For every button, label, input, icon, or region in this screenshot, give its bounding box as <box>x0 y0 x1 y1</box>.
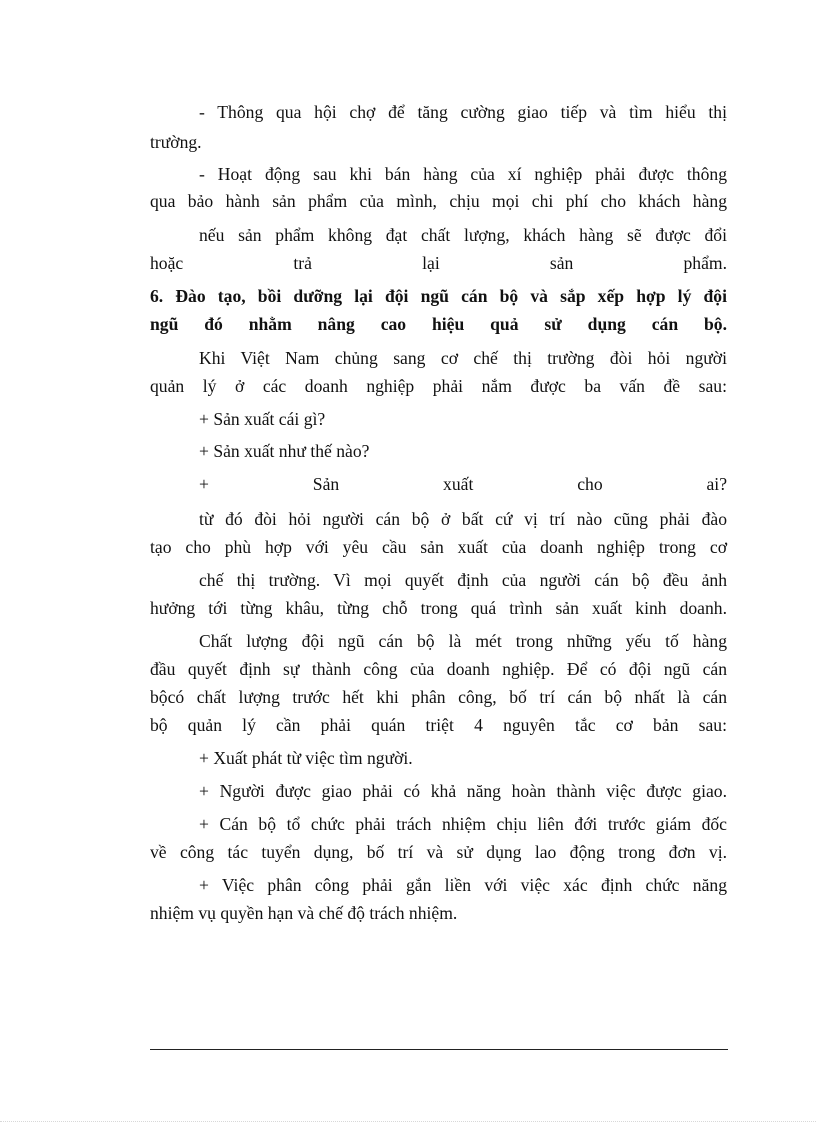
text-line: nếu sản phẩm không đạt chất lượng, khách hàng sẽ được đổi <box>199 225 727 245</box>
text-line: đầu quyết định sự thành công của doanh nghiệp. Để có đội ngũ cán <box>150 659 727 679</box>
text-line: quản lý ở các doanh nghiệp phải nắm được ba vấn đề sau: <box>150 376 727 396</box>
section-heading: ngũ đó nhằm nâng cao hiệu quả sử dụng cán bộ. <box>150 314 727 334</box>
text-line: bộ quản lý cần phải quán triệt 4 nguyên tắc cơ bản sau: <box>150 715 727 735</box>
text-line: Khi Việt Nam chủng sang cơ chế thị trường đòi hỏi người <box>199 348 727 368</box>
list-item: + Sản xuất như thế nào? <box>199 441 370 461</box>
text-line: qua bảo hành sản phẩm của mình, chịu mọi chi phí cho khách hàng <box>150 191 727 211</box>
section-heading: 6. Đào tạo, bồi dưỡng lại đội ngũ cán bộ và sắp xếp hợp lý đội <box>150 286 727 306</box>
text-line: - Hoạt động sau khi bán hàng của xí nghiệp phải được thông <box>199 164 727 184</box>
text-line: về công tác tuyển dụng, bố trí và sử dụng lao động trong đơn vị. <box>150 842 727 862</box>
list-item: + Xuất phát từ việc tìm người. <box>199 748 413 768</box>
text-line: hưởng tới từng khâu, từng chỗ trong quá trình sản xuất kinh doanh. <box>150 598 727 618</box>
text-line: từ đó đòi hỏi người cán bộ ở bất cứ vị trí nào cũng phải đào <box>199 509 727 529</box>
text-line: - Thông qua hội chợ để tăng cường giao tiếp và tìm hiểu thị <box>199 102 727 122</box>
list-item: + Người được giao phải có khả năng hoàn thành việc được giao. <box>199 781 727 801</box>
list-item: + Cán bộ tổ chức phải trách nhiệm chịu liên đới trước giám đốc <box>199 814 727 834</box>
text-line: hoặc trả lại sản phẩm. <box>150 253 727 273</box>
text-line: tạo cho phù hợp với yêu cầu sản xuất của doanh nghiệp trong cơ <box>150 537 727 557</box>
text-line: Chất lượng đội ngũ cán bộ là mét trong những yếu tố hàng <box>199 631 727 651</box>
text-line: chế thị trường. Vì mọi quyết định của người cán bộ đều ảnh <box>199 570 727 590</box>
text-line: bộcó chất lượng trước hết khi phân công, bố trí cán bộ nhất là cán <box>150 687 727 707</box>
text-line: trường. <box>150 132 202 152</box>
text-line: nhiệm vụ quyền hạn và chế độ trách nhiệm. <box>150 903 458 923</box>
list-item: + Sản xuất cho ai? <box>199 474 727 494</box>
list-item: + Sản xuất cái gì? <box>199 409 326 429</box>
page-edge-divider <box>0 1121 816 1122</box>
list-item: + Việc phân công phải gắn liền với việc xác định chức năng <box>199 875 727 895</box>
footer-divider <box>150 1049 728 1050</box>
